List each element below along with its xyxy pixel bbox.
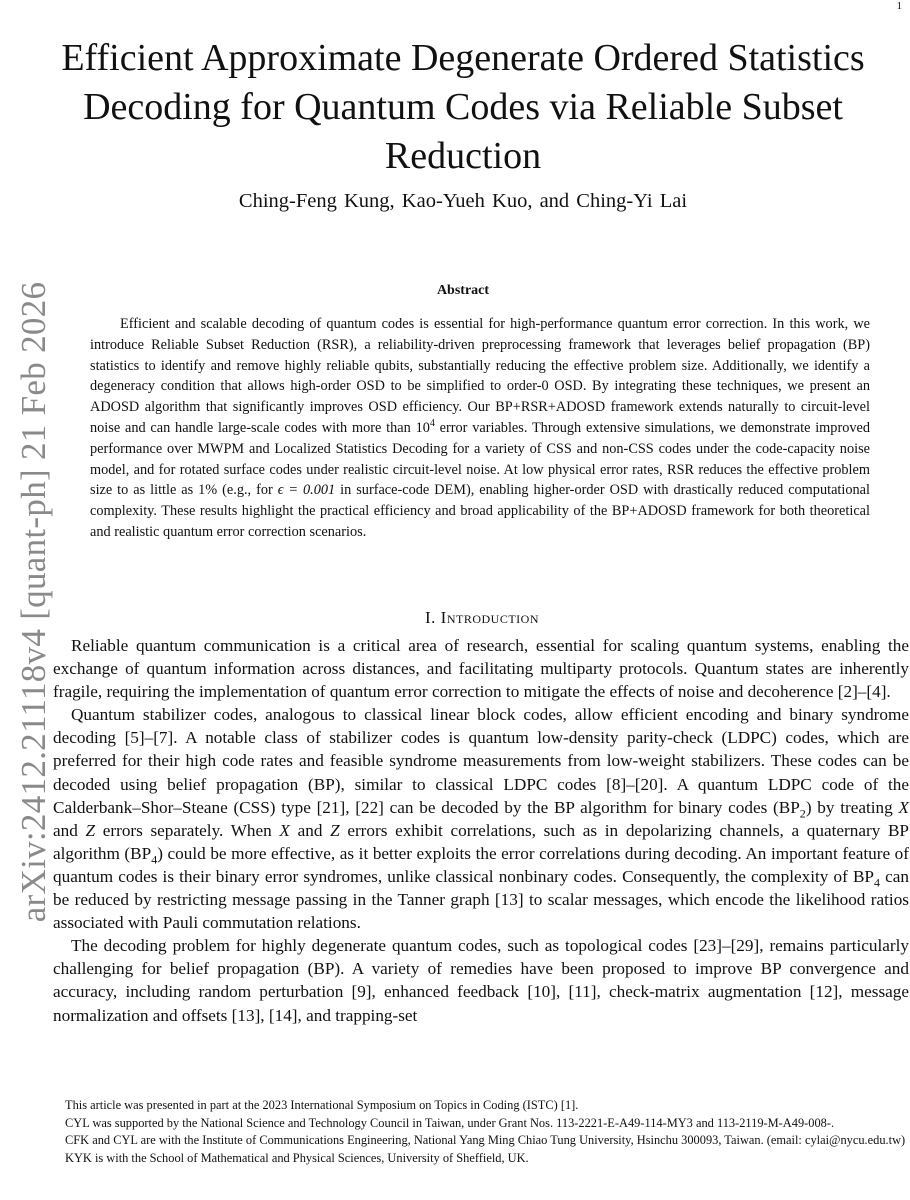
intro-p2-text-c2: and [289, 820, 331, 840]
section-title: Introduction [440, 608, 539, 627]
author-list: Ching-Feng Kung, Kao-Yueh Kuo, and Ching-Yi Lai [238, 190, 688, 212]
math-x: X [279, 820, 290, 840]
footnotes [53, 1097, 909, 1167]
footnote-istc: This article was presented in part at the 2023 International Symposium on Topics in Coding (ISTC) [1]. [65, 1098, 579, 1112]
paper-title: Efficient Approximate Degenerate Ordered Statistics Decoding for Quantum Codes via Reliable Subset Reduction [61, 37, 865, 177]
intro-p2-text-b: ) by treating [805, 797, 899, 817]
intro-p2-text-g: can be reduced by restricting message passing in the Tanner graph [13] to scalar messages, which encode the likelihood ratios associated with Pauli commutation relations. [53, 866, 910, 933]
section-heading-introduction [60, 608, 904, 628]
abstract-text-3: in surface-code DEM), enabling higher-order OSD with drastically reduced computational complexity. These results highlight the practical efficiency and broad applicability of the BP+ADOSD framework for both theoretical and realistic quantum error correction scenarios. [90, 482, 870, 540]
intro-paragraph-2 [53, 703, 909, 934]
intro-paragraph-3: The decoding problem for highly degenerate quantum codes, such as topological codes [23]–[29], remains particularly challenging for belief propagation (BP). A variety of remedies have been proposed to improve BP convergence and accuracy, including random perturbation [9], enhanced feedback [10], [11], check-matrix augmentation [12], message normalization and offsets [13], [14], and trapping-set [53, 936, 909, 1025]
abstract-text-1: Efficient and scalable decoding of quantum codes is essential for high-performance quantum error correction. In this work, we introduce Reliable Subset Reduction (RSR), a reliability-driven preprocessing framework that leverages belief propagation (BP) statistics to identify and remove highly reliable qubits, substantially reducing the effective problem size. Additionally, we identify a degeneracy condition that allows high-order OSD to be simplified to order-0 OSD. By integrating these techniques, we present an ADOSD algorithm that significantly improves OSD efficiency. Our BP+RSR+ADOSD framework extends naturally to circuit-level noise and can handle large-scale codes with more than [90, 316, 870, 436]
intro-p2-text-c: and [53, 820, 86, 840]
intro-p2-text-a: Quantum stabilizer codes, analogous to classical linear block codes, allow efficient encoding and binary syndrome decoding [5]–[7]. A notable class of stabilizer codes is quantum low-density parity-check (LDPC) codes, which are preferred for their high code rates and feasible syndrome measurements from low-weight stabilizers. These codes can be decoded using belief propagation (BP), similar to classical LDPC codes [8]–[20]. A quantum LDPC code of the Calderbank–Shor–Steane (CSS) type [21], [22] can be decoded by the BP algorithm for binary codes (BP [53, 705, 909, 817]
abstract-heading: Abstract [436, 283, 490, 298]
math-x: X [898, 797, 909, 817]
bp-subscript-4: 4 [151, 852, 158, 867]
intro-p2-text-f: ) could be more effective, as it better exploits the error correlations during decoding. An important feature of quantum codes is their binary error syndromes, unlike classical nonbinary codes. Consequently, the complexity of BP [53, 843, 909, 886]
arxiv-identifier-stamp: arXiv:2412.21118v4 [quant-ph] 21 Feb 2026 [14, 281, 53, 923]
introduction-body [53, 634, 909, 1027]
bp-subscript-2: 2 [799, 806, 806, 821]
abstract-power-base: 10 [415, 419, 430, 436]
abstract-body [90, 314, 870, 543]
math-z: Z [85, 820, 96, 840]
page-number: 1 [896, 0, 902, 12]
math-z: Z [330, 820, 340, 840]
footnote-funding: CYL was supported by the National Science and Technology Council in Taiwan, under Grant Nos. 113-2221-E-A49-114-MY3 and 113-2119-M-A49-008-. [65, 1115, 835, 1130]
bp-subscript-4: 4 [874, 875, 881, 890]
intro-p2-text-e: errors exhibit correlations, such as in depolarizing channels, a quaternary BP algorithm (BP [53, 820, 909, 863]
footnote-affiliation-sheffield: KYK is with the School of Mathematical and Physical Sciences, University of Sheffield, UK. [65, 1150, 529, 1165]
intro-p2-text-d: errors separately. When [95, 820, 280, 840]
section-number: I. [425, 608, 436, 627]
footnote-affiliation-nycu: CFK and CYL are with the Institute of Communications Engineering, National Yang Ming Chiao Tung University, Hsinchu 300093, Taiwan. (email: cylai@nycu.edu.tw) [65, 1133, 906, 1148]
intro-paragraph-1: Reliable quantum communication is a critical area of research, essential for scaling quantum systems, enabling the exchange of quantum information across distances, and facilitating multiparty protocols. Quantum states are inherently fragile, requiring the implementation of quantum error correction to mitigate the effects of noise and decoherence [2]–[4]. [53, 636, 909, 702]
abstract-epsilon-value: ϵ = 0.001 [277, 482, 336, 499]
abstract-text-2: error variables. Through extensive simulations, we demonstrate improved performance over MWPM and Localized Statistics Decoding for a variety of CSS and non-CSS codes under the code-capacity noise model, and for rotated surface codes under realistic circuit-level noise. At low physical error rates, RSR reduces the effective problem size to as little as 1% (e.g., for [90, 419, 870, 499]
abstract-power-exponent: 4 [429, 418, 435, 430]
